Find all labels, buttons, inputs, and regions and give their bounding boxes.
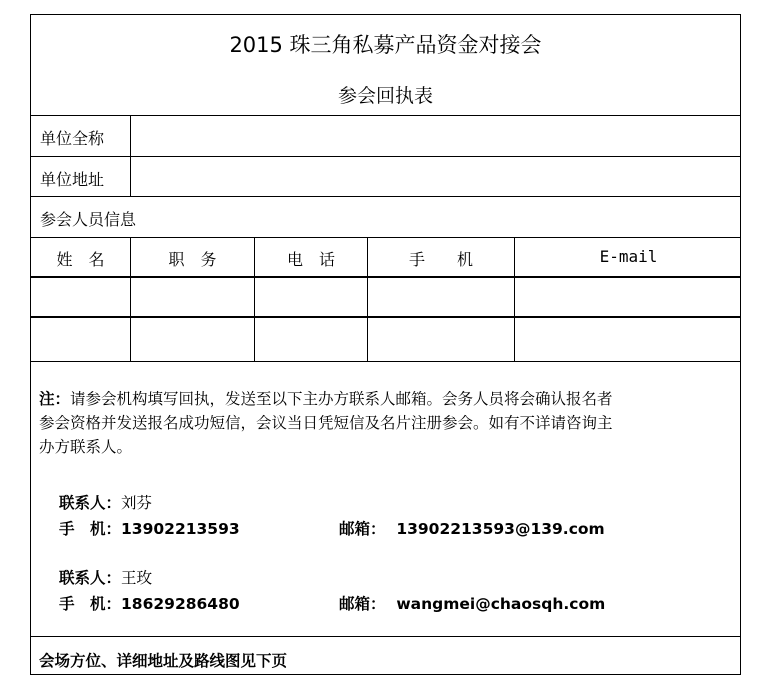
- contact-email[interactable]: wangmei@chaosqh.com: [396, 595, 606, 613]
- divider: [31, 237, 740, 238]
- email-label: 邮箱：: [339, 595, 386, 613]
- org-name-label: 单位全称: [40, 129, 105, 148]
- org-address-label: 单位地址: [40, 170, 105, 189]
- divider: [31, 361, 740, 362]
- table-row[interactable]: [31, 318, 740, 361]
- contact-label: 联系人：: [59, 494, 122, 512]
- contact-phone[interactable]: 18629286480: [121, 595, 240, 613]
- contact-name: 刘芬: [121, 494, 153, 512]
- note-text-line2: 参会资格并发送报名成功短信，会议当日凭短信及名片注册参会。如有不详请咨询主: [39, 414, 613, 432]
- phone-label: 手 机：: [59, 520, 122, 538]
- contact-email-line: [339, 517, 605, 539]
- org-name-field[interactable]: [31, 116, 740, 156]
- column-header-email: E-mail: [599, 247, 658, 266]
- note-label: 注：: [39, 390, 71, 408]
- contact-phone-line: [59, 517, 240, 539]
- divider: [31, 196, 740, 197]
- registration-form: [30, 14, 741, 675]
- phone-label: 手 机：: [59, 595, 122, 613]
- contact-label: 联系人：: [59, 569, 122, 587]
- column-header-name: 姓 名: [56, 250, 105, 269]
- form-subtitle: 参会回执表: [337, 85, 433, 107]
- contact-name: 王玫: [121, 569, 153, 587]
- contact-phone-line: [59, 592, 240, 614]
- attendee-info-label: 参会人员信息: [40, 210, 137, 229]
- column-header-phone: 电 话: [286, 250, 335, 269]
- contact-name-line: [59, 566, 152, 588]
- table-row[interactable]: [31, 278, 740, 316]
- divider: [31, 636, 740, 637]
- contact-email[interactable]: 13902213593@139.com: [396, 520, 605, 538]
- contact-email-line: [339, 592, 605, 614]
- instructions-note: [39, 387, 739, 459]
- footer-note: 会场方位、详细地址及路线图见下页: [39, 652, 288, 670]
- column-header-mobile: 手 机: [408, 250, 473, 269]
- note-text-line3: 办方联系人。: [39, 438, 133, 456]
- column-header-title: 职 务: [168, 250, 217, 269]
- note-text-line1: 请参会机构填写回执，发送至以下主办方联系人邮箱。会务人员将会确认报名者: [70, 390, 613, 408]
- email-label: 邮箱：: [339, 520, 386, 538]
- org-address-field[interactable]: [31, 157, 740, 196]
- form-title: 2015 珠三角私募产品资金对接会: [229, 33, 542, 57]
- contact-phone[interactable]: 13902213593: [121, 520, 240, 538]
- contact-name-line: [59, 491, 152, 513]
